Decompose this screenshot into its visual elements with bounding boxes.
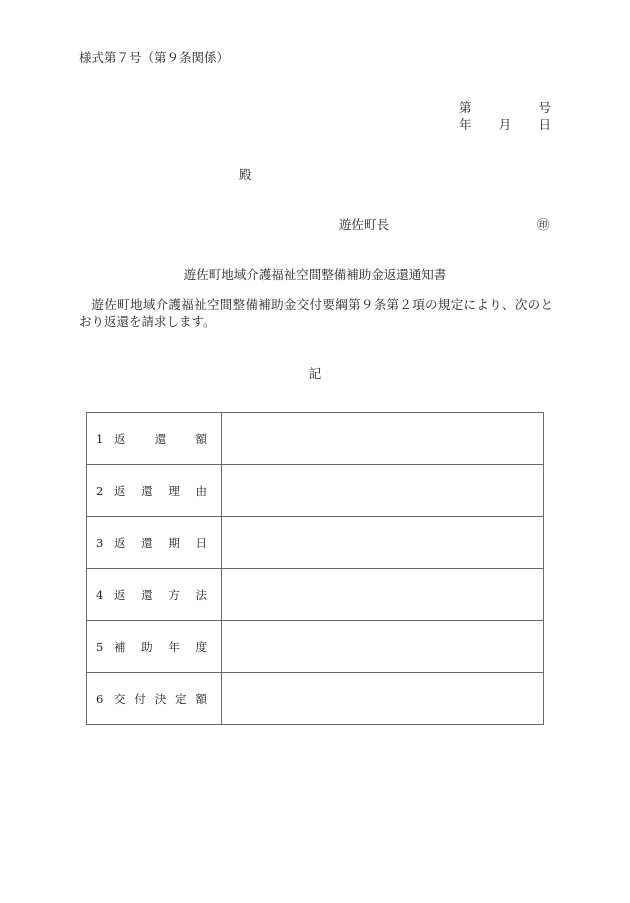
addressee: 殿: [239, 167, 252, 182]
label-char: 年: [168, 639, 180, 654]
date-line: [459, 115, 551, 133]
row-label-text: [114, 639, 207, 655]
row-number: 2: [96, 483, 104, 498]
label-char: 返: [114, 483, 126, 498]
table-row: [87, 413, 544, 465]
row-number: 3: [96, 535, 104, 550]
label-char: 返: [114, 587, 126, 602]
label-char: 方: [168, 587, 180, 602]
label-char: 還: [154, 431, 167, 446]
label-char: 返: [114, 431, 126, 446]
number-prefix: 第: [459, 100, 472, 115]
label-char: 返: [114, 535, 126, 550]
row-value-field[interactable]: [222, 465, 544, 517]
row-number: 1: [96, 431, 104, 446]
row-value-field[interactable]: [222, 413, 544, 465]
row-value-field[interactable]: [222, 517, 544, 569]
row-label: [87, 517, 222, 569]
label-char: 決: [154, 691, 167, 706]
label-char: 日: [195, 535, 207, 550]
row-value-field[interactable]: [222, 569, 544, 621]
label-char: 法: [195, 587, 207, 602]
date-day: 日: [538, 117, 551, 132]
label-char: 由: [195, 483, 207, 498]
label-char: 理: [168, 483, 180, 498]
form-number: 様式第７号（第９条関係）: [79, 50, 230, 65]
table-row: [87, 673, 544, 725]
label-char: 助: [141, 639, 153, 654]
label-char: 補: [114, 639, 126, 654]
issuer: 遊佐町長: [339, 217, 390, 232]
row-label-text: [114, 483, 207, 499]
date-month: 月: [498, 117, 512, 132]
row-label-text: [114, 431, 207, 447]
label-char: 度: [195, 639, 207, 654]
row-label: [87, 673, 222, 725]
document-title: 遊佐町地域介護福祉空間整備補助金返還通知書: [183, 267, 447, 282]
label-char: 交: [114, 691, 126, 706]
table-row: [87, 517, 544, 569]
label-char: 期: [168, 535, 180, 550]
row-number: 6: [96, 691, 104, 706]
label-char: 還: [141, 535, 153, 550]
document-number-line: [459, 98, 551, 116]
row-label-text: [114, 691, 207, 707]
row-number: 4: [96, 587, 104, 602]
label-char: 還: [141, 483, 153, 498]
table-row: [87, 465, 544, 517]
row-label-text: [114, 535, 207, 551]
label-char: 額: [195, 431, 207, 446]
label-char: 付: [134, 691, 146, 706]
row-value-field[interactable]: [222, 673, 544, 725]
date-year: 年: [459, 117, 472, 132]
body-text: 遊佐町地域介護福祉空間整備補助金交付要綱第９条第２項の規定により、次のとおり返還を請求します。: [79, 297, 553, 329]
number-suffix: 号: [538, 100, 551, 115]
row-number: 5: [96, 639, 104, 654]
table-row: [87, 569, 544, 621]
row-label: [87, 569, 222, 621]
table-row: [87, 621, 544, 673]
row-label: [87, 621, 222, 673]
row-value-field[interactable]: [222, 621, 544, 673]
seal-icon: ㊞: [537, 217, 550, 232]
row-label: [87, 413, 222, 465]
label-char: 定: [175, 691, 187, 706]
detail-table: [86, 412, 544, 725]
row-label-text: [114, 587, 207, 603]
row-label: [87, 465, 222, 517]
label-char: 還: [141, 587, 153, 602]
label-char: 額: [195, 691, 207, 706]
ki-heading: 記: [308, 366, 322, 381]
